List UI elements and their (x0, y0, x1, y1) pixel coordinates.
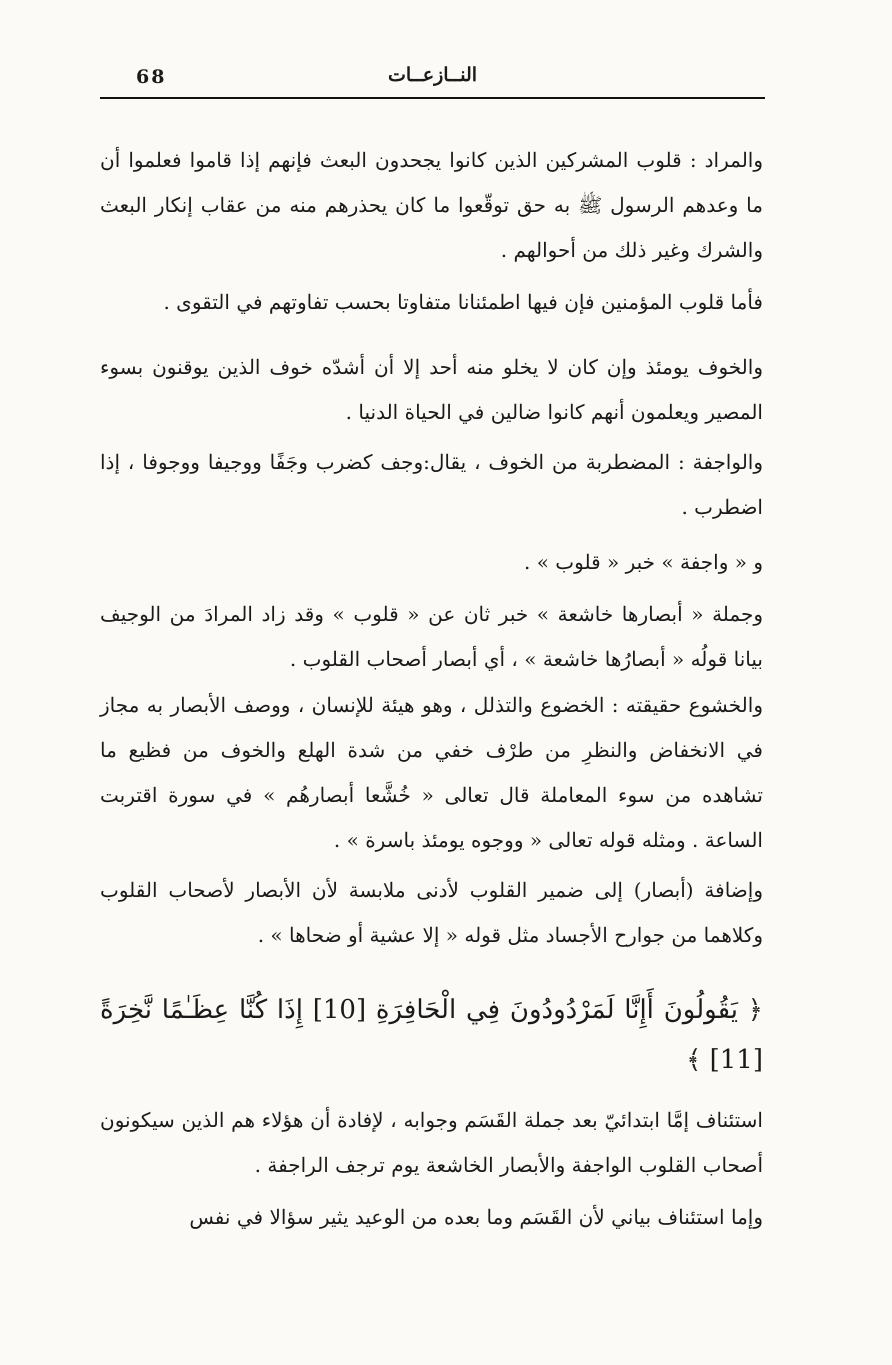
paragraph-9: استئناف إمَّا ابتدائيّ بعد جملة القَسَم وجوابه ، لإفادة أن هؤلاء هم الذين سيكونون أصحاب القلوب الواجفة والأبصار الخاشعة يوم ترجف الراجفة . (100, 1108, 763, 1177)
paragraph-6: وجملة « أبصارها خاشعة » خبر ثان عن « قلوب » وقد زاد المرادَ من الوجيف بيانا قولُه « أبصارُها خاشعة » ، أي أبصار أصحاب القلوب . (100, 602, 764, 671)
header-rule (100, 97, 765, 99)
page-header (100, 60, 765, 96)
paragraph-10: وإما استئناف بياني لأن القَسَم وما بعده من الوعيد يثير سؤالا في نفس (189, 1205, 763, 1229)
quran-verse (100, 985, 763, 1085)
chapter-title: النــازعــات (387, 64, 478, 86)
paragraph-2: فأما قلوب المؤمنين فإن فيها اطمئنانا متفاوتا بحسب تفاوتهم في التقوى . (163, 290, 763, 314)
verse-text: يَقُولُونَ أَإِنَّا لَمَرْدُودُونَ فِي الْحَافِرَةِ [10] إِذَا كُنَّا عِظَـٰمًا نَّخِرَةً [11] (100, 995, 763, 1075)
paragraph-5: و « واجفة » خبر « قلوب » . (523, 550, 763, 574)
verse-open-bracket: ﴿ (747, 995, 763, 1025)
verse-close-bracket: ﴾ (686, 1045, 702, 1075)
page-number: 68 (136, 66, 167, 88)
paragraph-8: وإضافة (أبصار) إلى ضمير القلوب لأدنى ملابسة لأن الأبصار لأصحاب القلوب وكلاهما من جوارح الأجساد مثل قوله « إلا عشية أو ضحاها » . (100, 878, 763, 947)
paragraph-7: والخشوع حقيقته : الخضوع والتذلل ، وهو هيئة للإنسان ، ووصف الأبصار به مجاز في الانخفاض والنظرِ من طرْف خفي من شدة الهلع والخوف من فظيع ما تشاهده من سوء المعاملة قال تعالى « خُشَّعا أبصارهُم » في سورة اقتربت الساعة . ومثله قوله تعالى « ووجوه يومئذ باسرة » . (100, 693, 763, 852)
paragraph-3: والخوف يومئذ وإن كان لا يخلو منه أحد إلا أن أشدّه خوف الذين يوقنون بسوء المصير ويعلمون أنهم كانوا ضالين في الحياة الدنيا . (100, 355, 763, 424)
paragraph-4: والواجفة : المضطربة من الخوف ، يقال:وجف كضرب وجَفًا ووجيفا ووجوفا ، إذا اضطرب . (100, 450, 763, 519)
paragraph-1: والمراد : قلوب المشركين الذين كانوا يجحدون البعث فإنهم إذا قاموا فعلموا أن ما وعدهم الرسول ﷺ به حق توقّعوا ما كان يحذرهم منه من عقاب إنكار البعث والشرك وغير ذلك من أحوالهم . (100, 148, 763, 262)
